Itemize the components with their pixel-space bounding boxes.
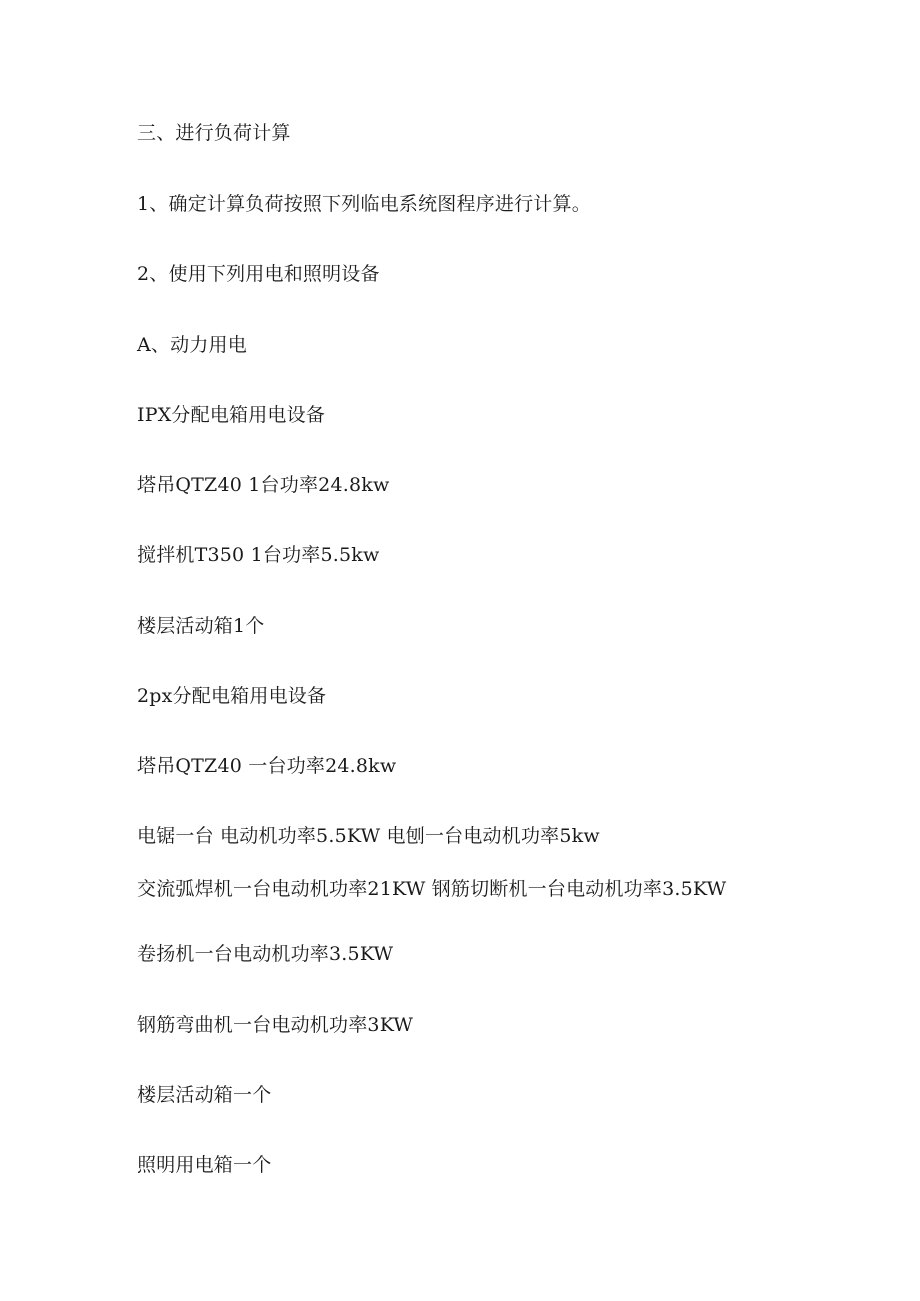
equipment-line: 塔吊QTZ40 一台功率24.8kw bbox=[137, 755, 397, 777]
box-1px-heading: IPX分配电箱用电设备 bbox=[137, 404, 326, 426]
paragraph-equipment-intro: 2、使用下列用电和照明设备 bbox=[137, 263, 380, 285]
equipment-line: 搅拌机T350 1台功率5.5kw bbox=[137, 544, 380, 566]
equipment-line: 楼层活动箱1个 bbox=[137, 615, 265, 637]
equipment-line: 楼层活动箱一个 bbox=[137, 1084, 272, 1106]
equipment-line: 卷扬机一台电动机功率3.5KW bbox=[137, 943, 394, 965]
paragraph-calc-method: 1、确定计算负荷按照下列临电系统图程序进行计算。 bbox=[137, 193, 591, 215]
equipment-line: 钢筋弯曲机一台电动机功率3KW bbox=[137, 1014, 414, 1036]
equipment-line: 交流弧焊机一台电动机功率21KW 钢筋切断机一台电动机功率3.5KW bbox=[137, 878, 727, 900]
box-2px-heading: 2px分配电箱用电设备 bbox=[137, 685, 327, 707]
section-heading: 三、进行负荷计算 bbox=[137, 122, 291, 144]
equipment-line: 照明用电箱一个 bbox=[137, 1154, 272, 1176]
equipment-line: 电锯一台 电动机功率5.5KW 电刨一台电动机功率5kw bbox=[137, 825, 600, 847]
subheading-power: A、动力用电 bbox=[137, 334, 247, 356]
equipment-line: 塔吊QTZ40 1台功率24.8kw bbox=[137, 474, 390, 496]
